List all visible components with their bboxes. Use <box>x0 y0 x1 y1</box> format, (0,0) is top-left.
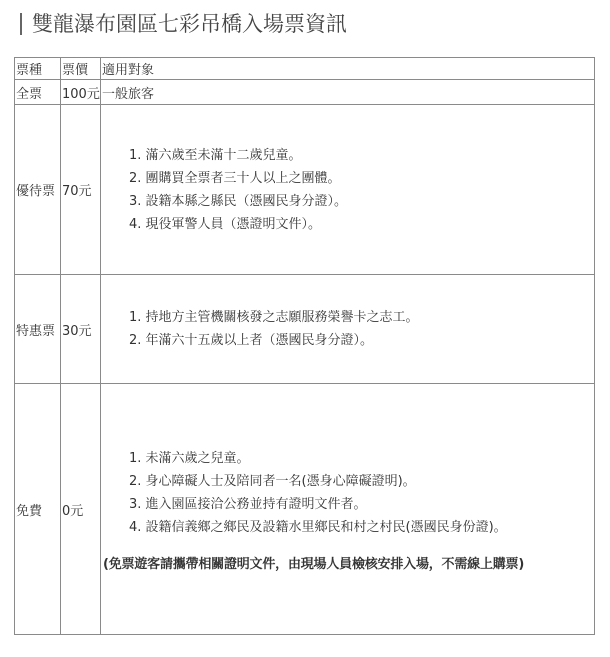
ticket-type-cell: 優待票 <box>15 105 61 275</box>
ticket-price-table <box>14 57 595 635</box>
ticket-type-cell: 全票 <box>15 80 61 105</box>
table-row-discount-ticket <box>15 105 595 275</box>
list-item: 3. 設籍本縣之縣民（憑國民身分證）。 <box>129 193 348 209</box>
list-item: 1. 未滿六歲之兒童。 <box>129 450 250 466</box>
list-item: 1. 滿六歲至未滿十二歲兒童。 <box>129 147 302 163</box>
list-item: 4. 設籍信義鄉之鄉民及設籍水里鄉民和村之村民(憑國民身份證)。 <box>129 519 507 535</box>
ticket-price-cell: 100元 <box>61 80 101 105</box>
table-header-row <box>15 58 595 80</box>
page-title-text: 雙龍瀑布園區七彩吊橋入場票資訊 <box>32 12 347 36</box>
list-item: 1. 持地方主管機關核發之志願服務榮譽卡之志工。 <box>129 310 419 325</box>
ticket-price-cell: 0元 <box>61 384 101 635</box>
header-ticket-price: 票價 <box>61 58 101 80</box>
list-item: 2. 身心障礙人士及陪同者一名(憑身心障礙證明)。 <box>129 473 416 489</box>
ticket-type-cell: 特惠票 <box>15 275 61 384</box>
list-item: 2. 團購買全票者三十人以上之團體。 <box>129 170 341 186</box>
title-accent-bar <box>20 13 22 35</box>
ticket-target-cell <box>101 105 595 275</box>
list-item: 4. 現役軍警人員（憑證明文件）。 <box>129 216 322 232</box>
ticket-price-cell: 70元 <box>61 105 101 275</box>
table-row-full-ticket <box>15 80 595 105</box>
ticket-price-cell: 30元 <box>61 275 101 384</box>
eligibility-list <box>102 447 593 539</box>
eligibility-list <box>102 306 593 352</box>
list-item: 2. 年滿六十五歲以上者（憑國民身分證）。 <box>129 333 374 348</box>
eligibility-list <box>102 144 593 236</box>
header-ticket-type: 票種 <box>15 58 61 80</box>
free-ticket-note: (免票遊客請攜帶相關證明文件，由現場人員檢核安排入場，不需線上購票) <box>103 556 525 572</box>
ticket-target-cell: 一般旅客 <box>101 80 595 105</box>
page-title <box>20 8 347 40</box>
header-applicable-target: 適用對象 <box>101 58 595 80</box>
ticket-target-cell <box>101 275 595 384</box>
ticket-target-cell <box>101 384 595 635</box>
table-row-free-ticket <box>15 384 595 635</box>
list-item: 3. 進入園區接洽公務並持有證明文件者。 <box>129 496 367 512</box>
table-row-special-ticket <box>15 275 595 384</box>
ticket-type-cell: 免費 <box>15 384 61 635</box>
